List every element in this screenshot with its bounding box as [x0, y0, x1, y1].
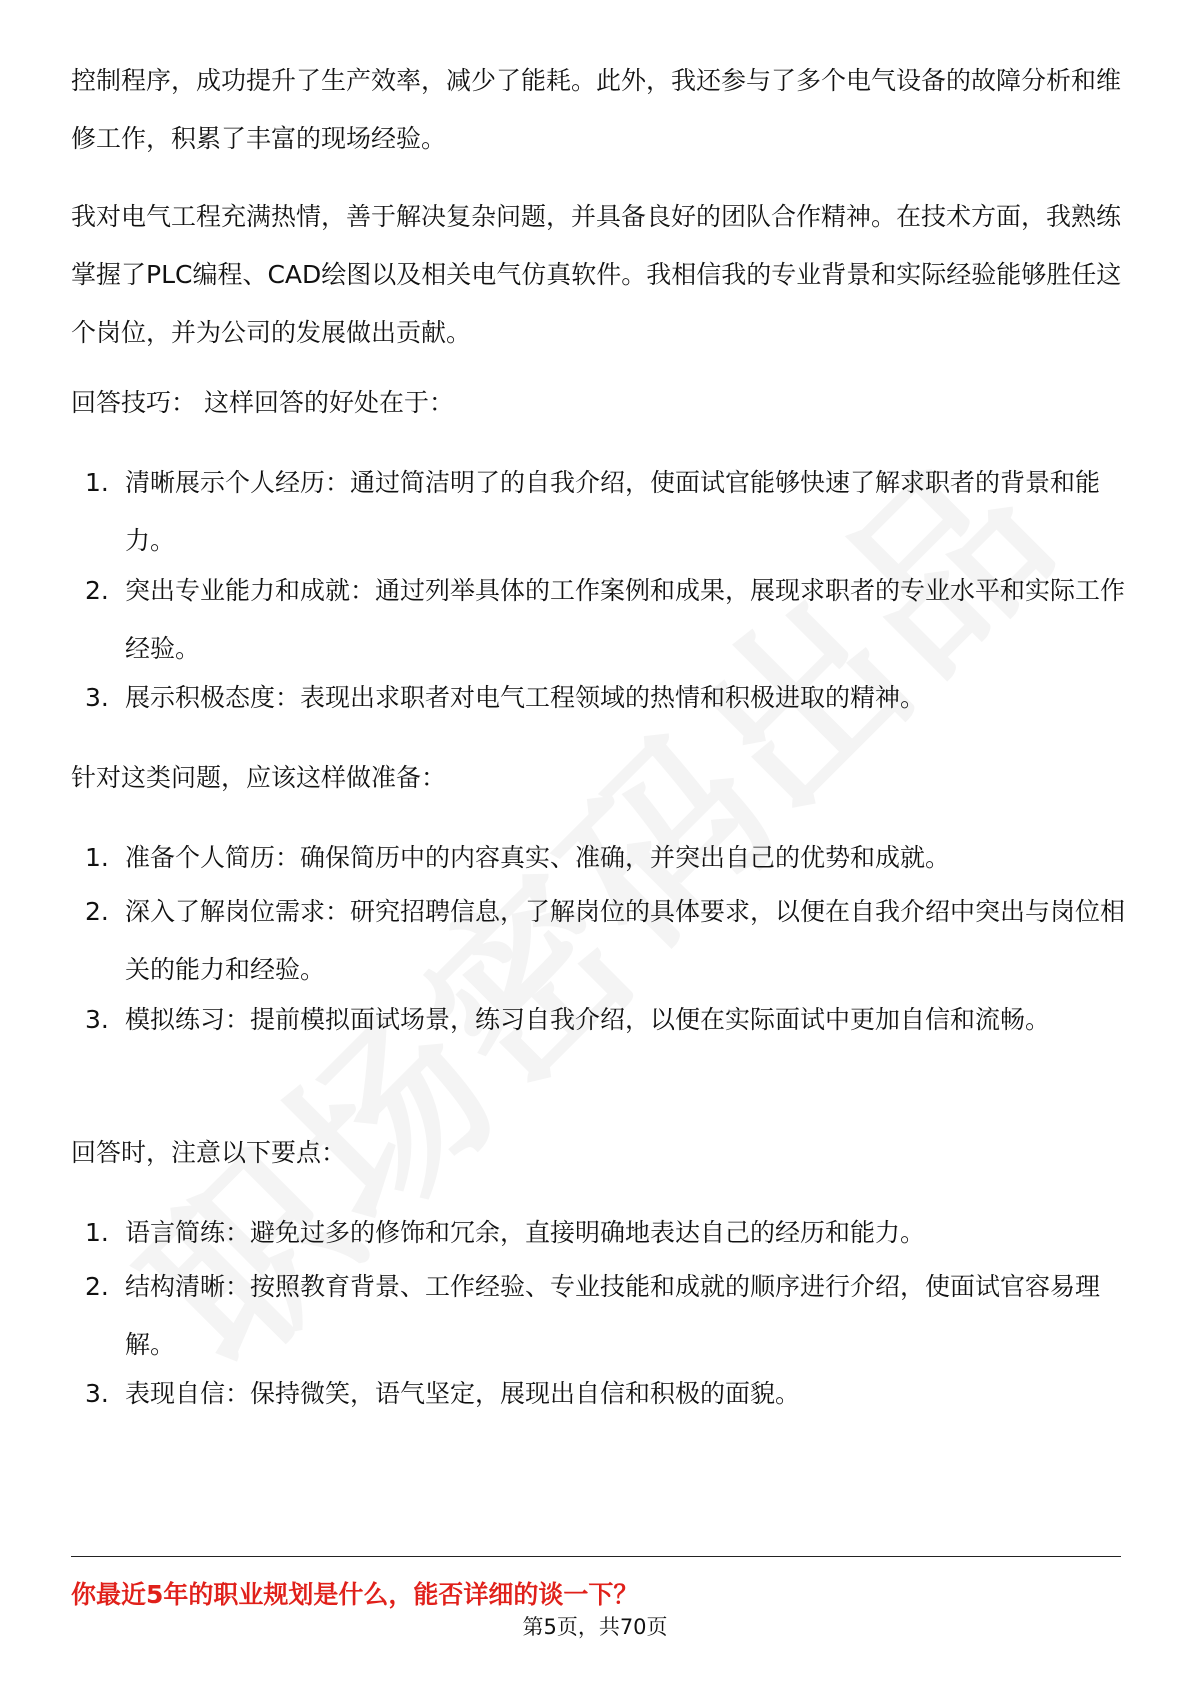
list-item: [85, 669, 1135, 727]
list-number: 1.: [85, 1218, 109, 1247]
list-number: 3.: [85, 1005, 109, 1034]
next-question-heading: 你最近5年的职业规划是什么，能否详细的谈一下？: [71, 1580, 639, 1609]
list-number: 2.: [85, 1272, 109, 1301]
list-text: 准备个人简历：确保简历中的内容真实、准确，并突出自己的优势和成就。: [125, 843, 951, 872]
list-number: 3.: [85, 1379, 109, 1408]
list-text: 展示积极态度：表现出求职者对电气工程领域的热情和积极进取的精神。: [125, 683, 926, 712]
list-text: 模拟练习：提前模拟面试场景，练习自我介绍，以便在实际面试中更加自信和流畅。: [125, 1005, 1051, 1034]
list-text: 清晰展示个人经历：通过简洁明了的自我介绍，使面试官能够快速了解求职者的背景和能力。: [125, 468, 1101, 555]
list-number: 2.: [85, 576, 109, 605]
points-heading: 回答时，注意以下要点：: [71, 1138, 347, 1167]
list-item: [85, 883, 1135, 999]
paragraph-experience: 控制程序，成功提升了生产效率，减少了能耗。此外，我还参与了多个电气设备的故障分析和维修工作，积累了丰富的现场经验。: [71, 66, 1122, 153]
list-number: 1.: [85, 468, 109, 497]
list-text: 表现自信：保持微笑，语气坚定，展现出自信和积极的面貌。: [125, 1379, 801, 1408]
tips-heading: 回答技巧： 这样回答的好处在于：: [71, 388, 454, 417]
section-divider: [71, 1556, 1121, 1557]
list-item: [85, 1365, 1135, 1423]
list-item: [85, 991, 1135, 1049]
list-text: 语言简练：避免过多的修饰和冗余，直接明确地表达自己的经历和能力。: [125, 1218, 926, 1247]
list-item: [85, 1258, 1135, 1374]
paragraph-strengths: 我对电气工程充满热情，善于解决复杂问题，并具备良好的团队合作精神。在技术方面，我熟练掌握了PLC编程、CAD绘图以及相关电气仿真软件。我相信我的专业背景和实际经验能够胜任这个岗位，并为公司的发展做出贡献。: [71, 202, 1122, 347]
list-text: 突出专业能力和成就：通过列举具体的工作案例和成果，展现求职者的专业水平和实际工作经验。: [125, 576, 1126, 663]
list-number: 1.: [85, 843, 109, 872]
list-item: [85, 454, 1135, 570]
list-number: 2.: [85, 897, 109, 926]
prep-heading: 针对这类问题，应该这样做准备：: [71, 763, 447, 792]
list-item: [85, 1204, 1135, 1262]
page-number: 第5页，共70页: [522, 1615, 668, 1639]
list-item: [85, 829, 1135, 887]
list-text: 深入了解岗位需求：研究招聘信息，了解岗位的具体要求，以便在自我介绍中突出与岗位相关的能力和经验。: [125, 897, 1126, 984]
list-number: 3.: [85, 683, 109, 712]
list-item: [85, 562, 1135, 678]
list-text: 结构清晰：按照教育背景、工作经验、专业技能和成就的顺序进行介绍，使面试官容易理解。: [125, 1272, 1101, 1359]
